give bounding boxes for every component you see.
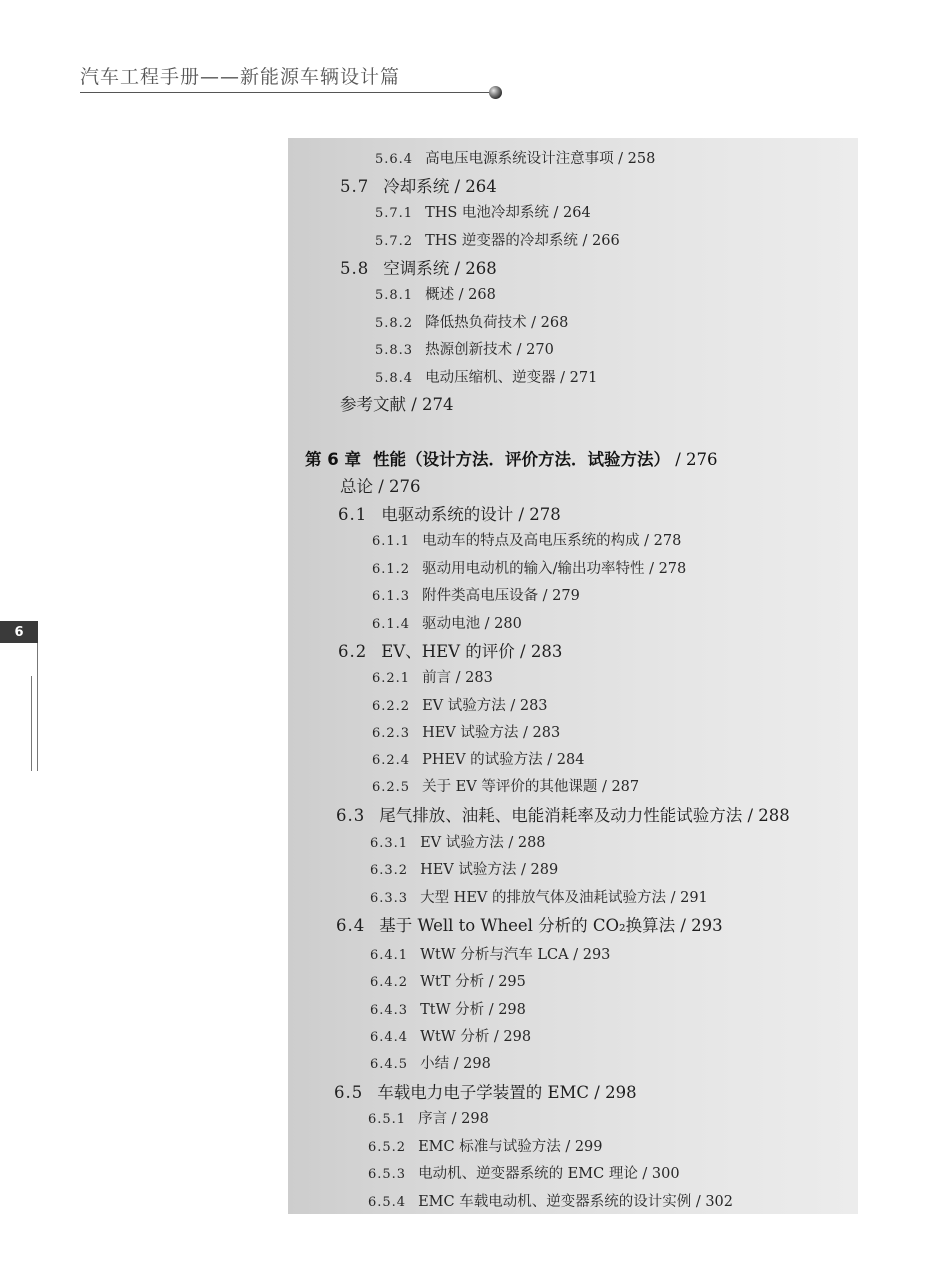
- toc-entry-title: EV 试验方法 / 283: [422, 698, 548, 714]
- toc-entry-number: 6.1.2: [372, 562, 411, 577]
- toc-entry-number: 6.2.1: [372, 671, 411, 686]
- toc-entry-number: 5.8: [340, 259, 370, 278]
- toc-entry: [375, 371, 597, 386]
- toc-entry-title: 总论 / 276: [340, 477, 421, 496]
- toc-entry-title: 热源创新技术 / 270: [425, 342, 554, 358]
- toc-entry: [336, 918, 723, 935]
- toc-entry-title: 参考文献 / 274: [340, 395, 454, 414]
- toc-entry-number: 6.2.4: [372, 753, 411, 768]
- toc-entry-title: 大型 HEV 的排放气体及油耗试验方法 / 291: [420, 890, 708, 906]
- toc-entry: [338, 644, 562, 661]
- toc-entry: [372, 671, 493, 686]
- toc-entry: [370, 1030, 531, 1045]
- toc-entry: [340, 397, 454, 414]
- toc-entry: [368, 1195, 733, 1210]
- toc-entry-title: 电驱动系统的设计 / 278: [381, 505, 561, 524]
- toc-entry-number: 6.1: [338, 505, 368, 524]
- toc-entry: [375, 234, 620, 249]
- toc-entry-number: 6.4.2: [370, 975, 409, 990]
- toc-entry-title: 基于 Well to Wheel 分析的 CO₂换算法 / 293: [379, 916, 723, 935]
- toc-entry-number: 6.2.3: [372, 726, 411, 741]
- toc-entry: [375, 316, 568, 331]
- toc-entry: [372, 753, 584, 768]
- toc-entry-number: 6.4.5: [370, 1057, 409, 1072]
- toc-entry-number: 6.1.4: [372, 617, 411, 632]
- tab-divider-line: [37, 643, 38, 771]
- toc-entry-number: 5.8.4: [375, 371, 414, 386]
- toc-entry: [340, 479, 421, 496]
- toc-entry-title: PHEV 的试验方法 / 284: [422, 752, 585, 768]
- toc-entry-title: EMC 车载电动机、逆变器系统的设计实例 / 302: [418, 1194, 733, 1210]
- toc-entry-number: 5.6.4: [375, 152, 414, 167]
- toc-entry-title: 性能（设计方法．评价方法．试验方法）: [372, 450, 670, 469]
- running-header-title: 汽车工程手册——新能源车辆设计篇: [80, 66, 401, 88]
- toc-entry: [375, 288, 496, 303]
- toc-entry-title: 电动车的特点及高电压系统的构成 / 278: [422, 533, 682, 549]
- toc-entry-title: WtW 分析 / 298: [420, 1029, 532, 1045]
- toc-entry: [370, 836, 546, 851]
- toc-entry-title: 尾气排放、油耗、电能消耗率及动力性能试验方法 / 288: [379, 806, 790, 825]
- toc-entry-title: 概述 / 268: [425, 287, 496, 303]
- toc-entry-title: 电动压缩机、逆变器 / 271: [425, 370, 598, 386]
- toc-entry-number: 6.5.4: [368, 1195, 407, 1210]
- toc-entry-number: 6.4.4: [370, 1030, 409, 1045]
- toc-entry-number: 6.4: [336, 916, 366, 935]
- toc-entry: [334, 1085, 637, 1102]
- toc-entry-title: EV、HEV 的评价 / 283: [381, 642, 563, 661]
- toc-entry: [338, 507, 561, 524]
- toc-entry-number: 6.3.3: [370, 891, 409, 906]
- toc-entry-number: 5.8.1: [375, 288, 414, 303]
- toc-entry-number: 6.5.2: [368, 1140, 407, 1155]
- toc-entry-title: 电动机、逆变器系统的 EMC 理论 / 300: [418, 1166, 680, 1182]
- toc-entry: [368, 1112, 489, 1127]
- toc-entry-title: 驱动电池 / 280: [422, 616, 522, 632]
- toc-entry-number: 6.3.2: [370, 863, 409, 878]
- toc-entry-number: 6.2: [338, 642, 368, 661]
- toc-entry-number: 6.4.1: [370, 948, 409, 963]
- toc-entry: [368, 1167, 680, 1182]
- toc-entry-title: WtT 分析 / 295: [420, 974, 526, 990]
- toc-entry-number: 6.4.3: [370, 1003, 409, 1018]
- toc-entry-title: HEV 试验方法 / 289: [420, 862, 559, 878]
- chapter-tab: 6: [0, 621, 38, 643]
- toc-entry-title: 车载电力电子学装置的 EMC / 298: [377, 1083, 637, 1102]
- toc-entry: [372, 562, 686, 577]
- toc-entry: [340, 261, 497, 278]
- toc-entry: [340, 179, 497, 196]
- toc-entry-number: 5.8.3: [375, 343, 414, 358]
- toc-entry: [372, 589, 580, 604]
- toc-entry: [370, 1057, 491, 1072]
- header-bullet-icon: [489, 86, 502, 99]
- toc-entry: [370, 891, 708, 906]
- toc-entry-title: EV 试验方法 / 288: [420, 835, 546, 851]
- toc-entry-title: 关于 EV 等评价的其他课题 / 287: [422, 779, 640, 795]
- toc-entry: [368, 1140, 603, 1155]
- toc-entry: [372, 534, 681, 549]
- toc-entry-number: 6.3.1: [370, 836, 409, 851]
- toc-entry-title: 附件类高电压设备 / 279: [422, 588, 580, 604]
- toc-entry: [370, 863, 558, 878]
- toc-entry-title: 降低热负荷技术 / 268: [425, 315, 569, 331]
- toc-entry-page: / 276: [669, 450, 718, 469]
- toc-entry-title: HEV 试验方法 / 283: [422, 725, 561, 741]
- toc-entry-number: 5.7.2: [375, 234, 414, 249]
- toc-entry: [305, 452, 718, 469]
- toc-entry-number: 6.2.2: [372, 699, 411, 714]
- toc-entry-title: THS 电池冷却系统 / 264: [425, 205, 591, 221]
- toc-entry-title: 小结 / 298: [420, 1056, 491, 1072]
- toc-entry-number: 6.5.1: [368, 1112, 407, 1127]
- toc-entry-number: 6.1.1: [372, 534, 411, 549]
- toc-entry-number: 6.1.3: [372, 589, 411, 604]
- toc-entry-title: 序言 / 298: [418, 1111, 489, 1127]
- toc-entry-number: 第 6 章: [305, 450, 361, 469]
- toc-entry: [375, 152, 655, 167]
- toc-entry-number: 5.7: [340, 177, 370, 196]
- toc-entry-title: 空调系统 / 268: [383, 259, 497, 278]
- toc-entry: [372, 617, 522, 632]
- toc-entry-title: 前言 / 283: [422, 670, 493, 686]
- toc-entry: [372, 780, 639, 795]
- toc-entry-number: 6.3: [336, 806, 366, 825]
- toc-entry: [370, 948, 610, 963]
- toc-entry: [370, 975, 526, 990]
- toc-entry-title: 驱动用电动机的输入/输出功率特性 / 278: [422, 561, 687, 577]
- toc-entry: [375, 206, 591, 221]
- header-rule: [80, 92, 493, 93]
- tab-divider-line: [31, 676, 32, 771]
- toc-entry: [370, 1003, 526, 1018]
- toc-entry-title: 冷却系统 / 264: [383, 177, 497, 196]
- toc-entry-title: WtW 分析与汽车 LCA / 293: [420, 947, 611, 963]
- toc-entry: [336, 808, 790, 825]
- toc-entry: [375, 343, 554, 358]
- toc-entry: [372, 726, 560, 741]
- toc-entry-number: 6.5.3: [368, 1167, 407, 1182]
- toc-entry-title: 高电压电源系统设计注意事项 / 258: [425, 151, 656, 167]
- toc-entry-number: 6.2.5: [372, 780, 411, 795]
- toc-entry: [372, 699, 548, 714]
- toc-entry-number: 5.8.2: [375, 316, 414, 331]
- toc-entry-title: THS 逆变器的冷却系统 / 266: [425, 233, 620, 249]
- toc-entry-title: TtW 分析 / 298: [420, 1002, 526, 1018]
- toc-entry-title: EMC 标准与试验方法 / 299: [418, 1139, 603, 1155]
- toc-entry-number: 5.7.1: [375, 206, 414, 221]
- toc-entry-number: 6.5: [334, 1083, 364, 1102]
